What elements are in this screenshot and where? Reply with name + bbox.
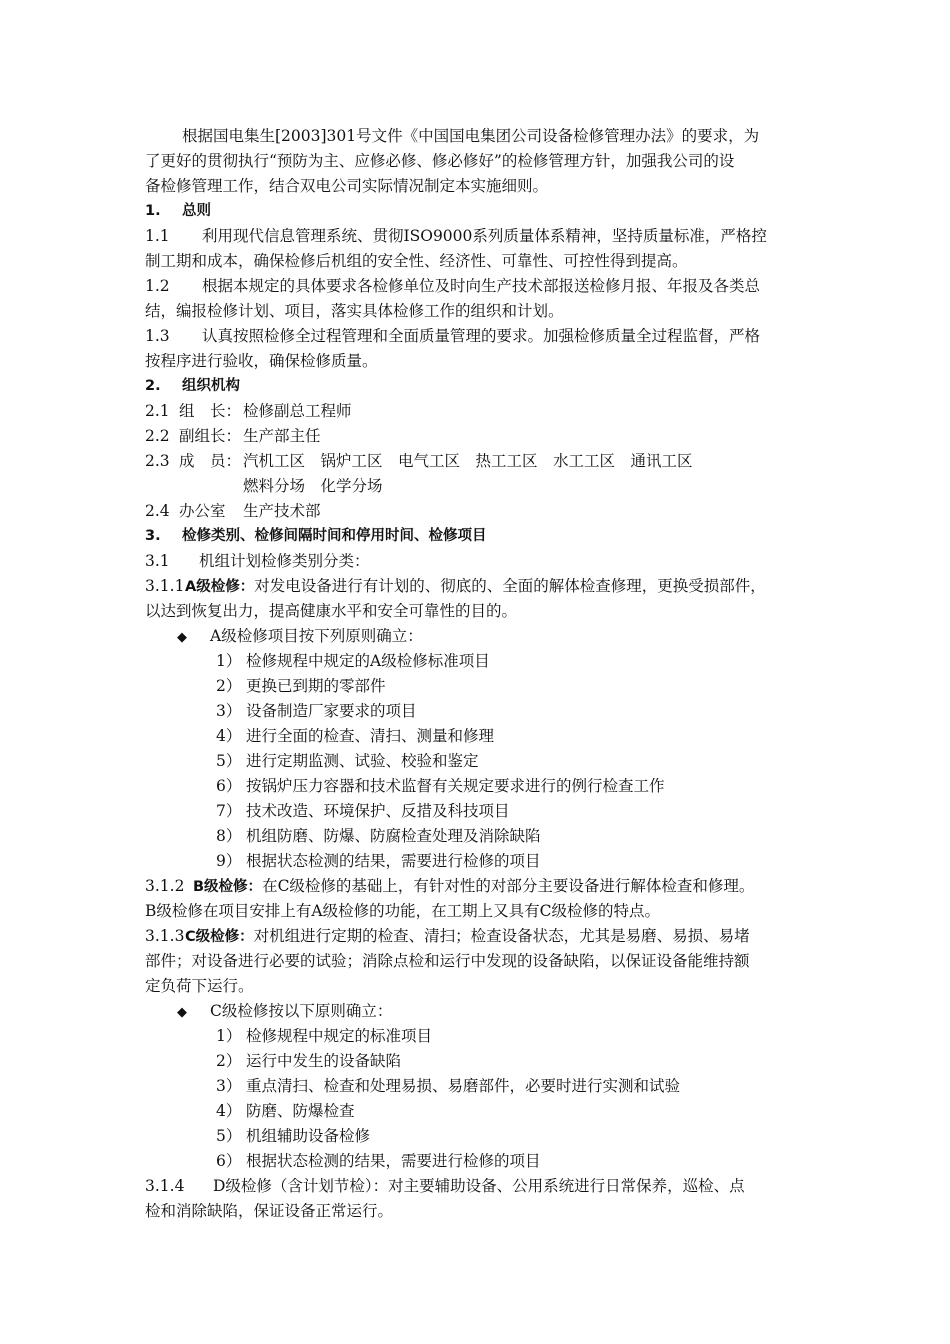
list-item (145, 1024, 906, 1049)
list-item-text: 根据状态检测的结果，需要进行检修的项目 (246, 1152, 541, 1170)
para-3-1-3-line-1 (145, 924, 835, 950)
list-item-number: 7） (216, 802, 242, 820)
section-2-number: 2. (145, 378, 161, 394)
section-3-heading (145, 524, 835, 549)
section-2-title: 组织机构 (182, 378, 240, 394)
c-list-title: C级检修按以下原则确立： (210, 1002, 393, 1020)
list-item-number: 5） (216, 752, 242, 770)
para-3-1-2-line-1 (145, 874, 835, 900)
org-row-office-label: 办公室 (179, 502, 226, 520)
list-item-text: 进行定期监测、试验、校验和鉴定 (246, 752, 479, 770)
org-row-members-label: 成 员： (179, 452, 242, 470)
para-3-1-text: 机组计划检修类别分类： (199, 552, 370, 570)
para-1-2-text: 根据本规定的具体要求各检修单位及时向生产技术部报送检修月报、年报及各类总 (202, 277, 761, 295)
intro-line-3: 备检修管理工作，结合双电公司实际情况制定本实施细则。 (145, 177, 549, 195)
para-3-1-1-text: 对发电设备进行有计划的、彻底的、全面的解体检查修理，更换受损部件， (254, 577, 766, 595)
a-list-heading (145, 624, 867, 650)
section-2-heading (145, 374, 835, 399)
para-3-1-4-line-2: 检和消除缺陷，保证设备正常运行。 (145, 1202, 394, 1220)
list-item-text: 运行中发生的设备缺陷 (246, 1052, 402, 1070)
list-item-number: 8） (216, 827, 242, 845)
list-item (145, 1049, 906, 1074)
list-item-number: 2） (216, 1052, 242, 1070)
section-3-title: 检修类别、检修间隔时间和停用时间、检修项目 (182, 528, 487, 544)
diamond-bullet-icon: ◆ (177, 1005, 187, 1020)
list-item-text: 检修规程中规定的A级检修标准项目 (246, 652, 490, 670)
list-item-number: 6） (216, 777, 242, 795)
list-item-text: 重点清扫、检查和处理易损、易磨部件，必要时进行实测和试验 (246, 1077, 681, 1095)
para-3-1-3-line-3: 定负荷下运行。 (145, 977, 254, 995)
list-item-number: 1） (216, 1027, 242, 1045)
diamond-bullet-icon: ◆ (177, 630, 187, 645)
list-item-text: 防磨、防爆检查 (246, 1102, 355, 1120)
list-item-number: 4） (216, 1102, 242, 1120)
list-item (145, 774, 906, 799)
para-1-3-line-1 (145, 324, 835, 349)
para-3-1-number: 3.1 (145, 552, 170, 570)
b-level-title: B级检修： (193, 879, 263, 895)
para-3-1-2-line-2: B级检修在项目安排上有A级检修的功能，在工期上又具有C级检修的特点。 (145, 902, 660, 920)
c-list-heading (145, 999, 867, 1025)
org-row-office-value: 生产技术部 (243, 502, 321, 520)
org-row-leader-value: 检修副总工程师 (243, 402, 352, 420)
list-item-number: 3） (216, 702, 242, 720)
para-3-1-4-line-1 (145, 1174, 835, 1199)
para-3-1-1-line-1 (145, 574, 835, 600)
list-item-text: 设备制造厂家要求的项目 (246, 702, 417, 720)
para-1-1-number: 1.1 (145, 227, 170, 245)
para-1-1-text: 利用现代信息管理系统、贯彻ISO9000系列质量体系精神，坚持质量标准，严格控 (202, 227, 767, 245)
para-3-1-4-text: D级检修（含计划节检）：对主要辅助设备、公用系统进行日常保养，巡检、点 (213, 1177, 745, 1195)
para-1-3-text: 认真按照检修全过程管理和全面质量管理的要求。加强检修质量全过程监督，严格 (202, 327, 761, 345)
list-item-text: 机组防磨、防爆、防腐检查处理及消除缺陷 (246, 827, 541, 845)
list-item-number: 1） (216, 652, 242, 670)
list-item (145, 1074, 906, 1099)
org-row-deputy-value: 生产部主任 (243, 427, 321, 445)
org-row-members-number: 2.3 (145, 452, 170, 470)
org-row-members (145, 449, 835, 474)
list-item-number: 2） (216, 677, 242, 695)
intro-line-1: 根据国电集生[2003]301号文件《中国国电集团公司设备检修管理办法》的要求，为 (182, 127, 760, 145)
section-1-title: 总则 (182, 203, 211, 219)
para-3-1-1-number: 3.1.1 (145, 577, 185, 595)
list-item-number: 5） (216, 1127, 242, 1145)
list-item (145, 824, 906, 849)
section-1-heading (145, 199, 835, 224)
para-3-1-3-number: 3.1.3 (145, 927, 185, 945)
para-3-1 (145, 549, 835, 574)
c-level-title: C级检修： (185, 929, 254, 945)
org-row-office-number: 2.4 (145, 502, 170, 520)
org-row-members-value-2: 燃料分场 化学分场 (243, 477, 383, 495)
list-item (145, 724, 906, 749)
list-item-text: 更换已到期的零部件 (246, 677, 386, 695)
org-row-leader (145, 399, 835, 424)
list-item-number: 6） (216, 1152, 242, 1170)
list-item (145, 1099, 906, 1124)
list-item-number: 9） (216, 852, 242, 870)
org-row-deputy-number: 2.2 (145, 427, 170, 445)
para-1-3-number: 1.3 (145, 327, 170, 345)
a-list-title: A级检修项目按下列原则确立： (210, 627, 423, 645)
list-item (145, 649, 906, 674)
list-item (145, 749, 906, 774)
para-3-1-3-text: 对机组进行定期的检查、清扫；检查设备状态，尤其是易磨、易损、易堵 (253, 927, 750, 945)
list-item-text: 机组辅助设备检修 (246, 1127, 371, 1145)
org-row-deputy-label: 副组长： (179, 427, 242, 445)
intro-line-2: 了更好的贯彻执行“预防为主、应修必修、修必修好”的检修管理方针，加强我公司的设 (145, 152, 735, 170)
list-item-text: 根据状态检测的结果，需要进行检修的项目 (246, 852, 541, 870)
para-1-1-line-2: 制工期和成本，确保检修后机组的安全性、经济性、可靠性、可控性得到提高。 (145, 252, 688, 270)
list-item (145, 799, 906, 824)
para-3-1-4-number: 3.1.4 (145, 1177, 185, 1195)
para-1-1-line-1 (145, 224, 835, 249)
org-row-leader-label: 组 长： (179, 402, 242, 420)
list-item-text: 检修规程中规定的标准项目 (246, 1027, 433, 1045)
para-3-1-2-number: 3.1.2 (145, 877, 185, 895)
list-item-text: 技术改造、环境保护、反措及科技项目 (246, 802, 510, 820)
para-1-3-line-2: 按程序进行验收，确保检修质量。 (145, 352, 378, 370)
para-1-2-line-1 (145, 274, 835, 299)
list-item (145, 699, 906, 724)
list-item-number: 3） (216, 1077, 242, 1095)
para-3-1-3-line-2: 部件；对设备进行必要的试验；消除点检和运行中发现的设备缺陷，以保证设备能维持额 (145, 952, 750, 970)
list-item-text: 进行全面的检查、清扫、测量和修理 (246, 727, 495, 745)
para-1-2-line-2: 结，编报检修计划、项目，落实具体检修工作的组织和计划。 (145, 302, 564, 320)
org-row-deputy (145, 424, 835, 449)
a-level-title: A级检修： (185, 579, 255, 595)
list-item (145, 1124, 906, 1149)
list-item (145, 1149, 906, 1174)
list-item-number: 4） (216, 727, 242, 745)
org-row-members-value-1: 汽机工区 锅炉工区 电气工区 热工工区 水工工区 通讯工区 (243, 452, 693, 470)
para-3-1-1-line-2: 以达到恢复出力，提高健康水平和安全可靠性的目的。 (145, 602, 518, 620)
org-row-leader-number: 2.1 (145, 402, 170, 420)
list-item (145, 849, 906, 874)
para-1-2-number: 1.2 (145, 277, 170, 295)
section-1-number: 1. (145, 203, 161, 219)
list-item-text: 按锅炉压力容器和技术监督有关规定要求进行的例行检查工作 (246, 777, 665, 795)
org-row-office (145, 499, 835, 524)
section-3-number: 3. (145, 528, 161, 544)
para-3-1-2-text: 在C级检修的基础上，有针对性的对部分主要设备进行解体检查和修理。 (262, 877, 755, 895)
list-item (145, 674, 906, 699)
